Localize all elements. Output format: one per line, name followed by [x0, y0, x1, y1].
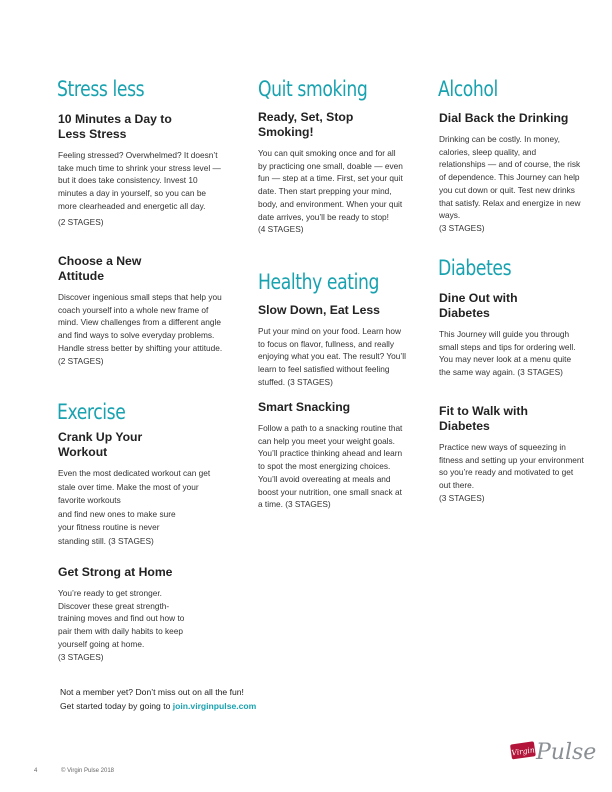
journey-title: Crank Up Your Workout: [58, 430, 143, 459]
section-title-exercise: Exercise: [57, 400, 126, 424]
journey-description: Even the most dedicated workout can get stale over time. Make the most of your favorite workouts and find new ones to make sure your fitness routine is never standing still. (3 STAGES): [58, 468, 211, 546]
journey-stages: (3 STAGES): [439, 492, 485, 503]
journey-title: Dine Out with Diabetes: [439, 291, 518, 320]
cta-line-2: [60, 700, 256, 714]
journey-description: Discover ingenious small steps that help you coach yourself into a whole new frame of mind. View challenges from a different angle and find ways to solve everyday problems. Handle stress better by shifting your attitude.: [58, 292, 223, 353]
section-title-stress-less: Stress less: [57, 77, 145, 101]
journey-title: Fit to Walk with Diabetes: [439, 404, 528, 433]
journey-description: You’re ready to get stronger. Discover these great strength- training moves and find out how to pair them with daily habits to keep yourself going at home.: [58, 588, 185, 649]
journey-stages: (3 STAGES): [58, 651, 104, 662]
journey-slow-down[interactable]: [258, 303, 408, 389]
section-title-quit-smoking: Quit smoking: [258, 77, 368, 101]
journey-crank-up-workout[interactable]: [58, 430, 223, 548]
journey-description: This Journey will guide you through small steps and tips for ordering well. You may never look at a menu quite the same way again. (3 STAGES): [439, 329, 576, 378]
journey-description: Put your mind on your food. Learn how to focus on flavor, fullness, and really enjoying what you eat. The result? You’ll learn to feel satisfied without feeling stuffed. (3 STAGES): [258, 326, 406, 387]
journey-stages: (2 STAGES): [58, 216, 104, 227]
journey-title: Smart Snacking: [258, 400, 351, 414]
journey-fit-to-walk[interactable]: [439, 404, 584, 505]
journey-description: Follow a path to a snacking routine that can help you meet your weight goals. You’ll practice thinking ahead and learn to spot the most energizing choices. You’ll avoid overeating at meals and boost your nutrition, one small snack at a time. (3 STAGES): [258, 423, 403, 510]
page-number: 4: [34, 768, 38, 774]
section-title-healthy-eating: Healthy eating: [258, 270, 380, 294]
journey-10-minutes[interactable]: [58, 112, 223, 228]
join-link[interactable]: join.virginpulse.com: [172, 700, 257, 711]
logo-pulse-text: Pulse: [536, 740, 597, 765]
journey-stages: (3 STAGES): [439, 222, 485, 233]
journey-title: Choose a New Attitude: [58, 254, 142, 283]
journey-title: Slow Down, Eat Less: [258, 303, 380, 317]
journey-title: 10 Minutes a Day to Less Stress: [58, 112, 172, 141]
copyright-text: © Virgin Pulse 2018: [61, 768, 115, 774]
cta-prefix: Get started today by going to: [60, 700, 173, 711]
journey-stages: (4 STAGES): [258, 224, 304, 235]
journey-ready-set-stop[interactable]: [258, 110, 406, 236]
journey-dial-back-drinking[interactable]: [439, 111, 584, 235]
virgin-pulse-logo: [508, 729, 597, 767]
journey-description: Drinking can be costly. In money, calories, sleep quality, and relationships — and of course, the risk of dependence. This Journey can help you cut down or quit. Test new drinks that satisfy. Relax and energize in new ways.: [439, 134, 581, 221]
journey-title: Get Strong at Home: [58, 565, 173, 579]
journey-description: Practice new ways of squeezing in fitness and setting up your environment so you’re ready and motivated to get out there.: [439, 442, 584, 491]
journey-new-attitude[interactable]: [58, 254, 223, 367]
section-title-diabetes: Diabetes: [438, 256, 512, 280]
membership-cta: [60, 686, 256, 713]
journey-stages: (2 STAGES): [58, 355, 104, 366]
section-title-alcohol: Alcohol: [438, 77, 498, 101]
logo-virgin-text: Virgin: [510, 745, 536, 758]
cta-line-1: Not a member yet? Don’t miss out on all the fun!: [60, 687, 244, 697]
journey-title: Dial Back the Drinking: [439, 111, 569, 125]
journey-smart-snacking[interactable]: [258, 400, 406, 511]
journey-strong-at-home[interactable]: [58, 565, 258, 663]
journey-title: Ready, Set, Stop Smoking!: [258, 110, 354, 139]
journey-description: Feeling stressed? Overwhelmed? It doesn’t take much time to shrink your stress level — but it does take consistency. Invest 10 minutes a day in yourself, so you can be more clearheaded and energetic all day.: [58, 150, 221, 211]
journey-dine-out-diabetes[interactable]: [439, 291, 581, 379]
journey-description: You can quit smoking once and for all by practicing one small, doable — even fun — step at a time. First, set your quit date. Then start prepping your mind, body, and environment. When your quit date arrives, you’ll be ready to stop!: [258, 148, 403, 222]
